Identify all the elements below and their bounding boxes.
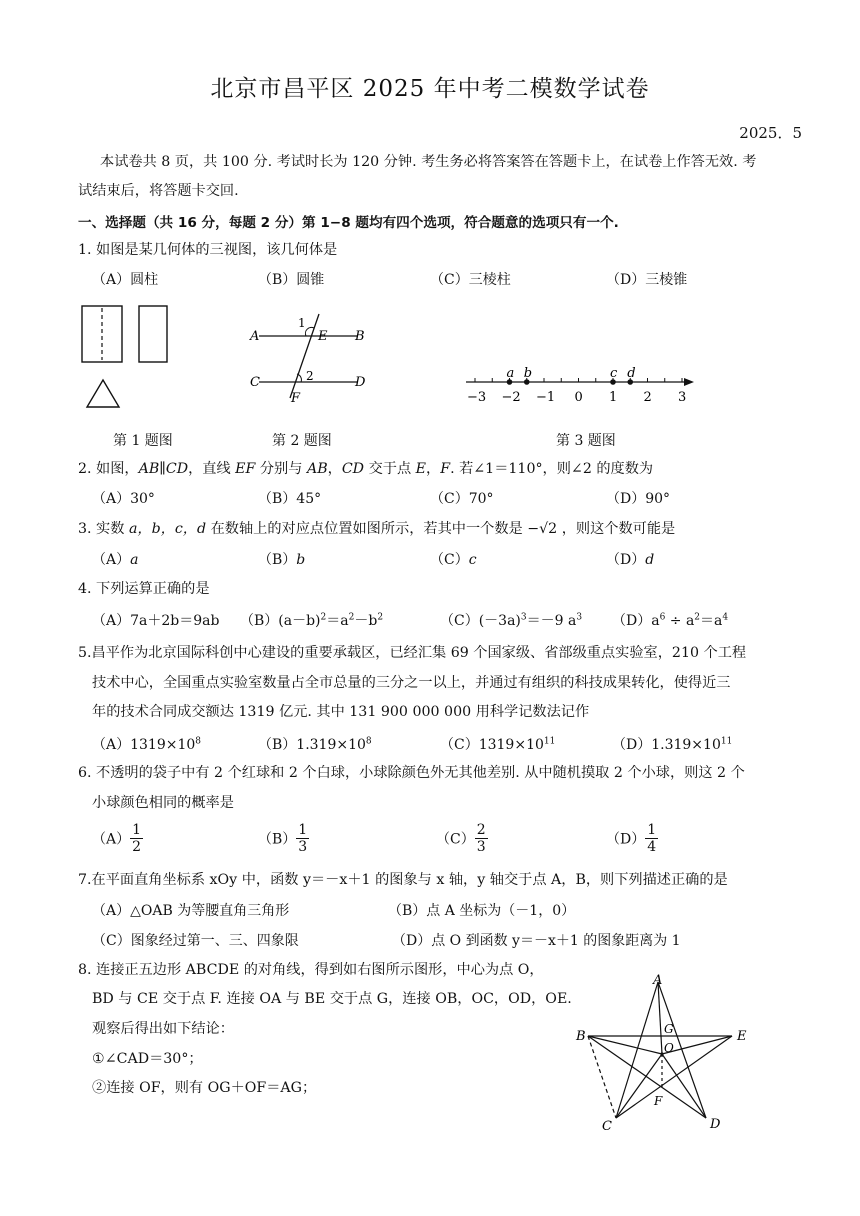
caption-figure-2: 第 2 题图 (272, 433, 332, 449)
number-line-tick-label: 0 (574, 390, 583, 405)
number-line-tick-label: −2 (501, 390, 521, 405)
q5-option-c: $(C)1319\times 10^{11}$ (440, 736, 556, 753)
number-line-tick-label: 1 (609, 390, 618, 405)
q1-option-b: （B）圆锥 (258, 272, 325, 288)
neg-sqrt-2: −√2 (527, 521, 558, 537)
segment-ob (588, 1036, 662, 1054)
side-bc-dashed (588, 1036, 616, 1118)
caption-figure-3: 第 3 题图 (556, 433, 616, 449)
q1-stem: 1. 如图是某几何体的三视图，该几何体是 (78, 242, 338, 258)
q5-line-2: 技术中心，全国重点实验室数量占全市总量的三分之一以上，并通过有组织的科技成果转化，使得近三 (92, 675, 731, 691)
section-heading: 一、选择题（共 16 分，每题 2 分）第 1−8 题均有四个选项，符合题意的选项只有一个. (78, 215, 619, 231)
q3-option-b: （B）b (258, 552, 306, 568)
label-e: E (318, 329, 328, 344)
q1-option-c: （C）三棱柱 (430, 272, 511, 288)
number-line-tick-label: −1 (536, 390, 556, 405)
exam-date: 2025．5 (739, 124, 802, 142)
intro-line-1: 本试卷共 8 页，共 100 分. 考试时长为 120 分钟. 考生务必将答案答在答题卡上，在试卷上作答无效. 考 (100, 154, 757, 170)
q8-line-3: 观察后得出如下结论： (92, 1021, 234, 1037)
number-line-tick-label: 2 (643, 390, 652, 405)
label-g: G (664, 1022, 674, 1036)
label-d: D (710, 1117, 721, 1132)
number-line-tick-label: 3 (678, 390, 687, 405)
q8-conclusion-1: ①∠CAD＝30°； (92, 1051, 203, 1067)
q6-option-b: （B） $\frac{1}{3}$ (258, 822, 308, 855)
page-title: 北京市昌平区 2025 年中考二模数学试卷 (210, 76, 650, 102)
label-c: C (602, 1119, 612, 1134)
label-b: B (576, 1029, 586, 1044)
label-b: B (355, 329, 365, 344)
q4-option-d: $(D)a^6 \div a^2=a^4$ (612, 612, 729, 629)
label-c: C (250, 375, 260, 390)
q5-line-3: 年的技术合同成交额达 1319 亿元. 其中 131 900 000 000 用科学记数法记作 (92, 704, 590, 720)
label-o: O (664, 1041, 674, 1055)
point-label-c: c (610, 366, 618, 381)
q5-option-a: $(A)1319\times 10^8$ (92, 736, 202, 753)
point-label-a: a (506, 366, 515, 381)
label-a: A (653, 973, 663, 988)
point-label-d: d (627, 366, 636, 381)
q7-option-c: （C）图象经过第一、三、四象限 (92, 933, 299, 949)
q2-stem: 2. 如图，AB∥CD，直线 EF 分别与 AB，CD 交于点 E，F. 若∠1＝110°，则∠2 的度数为 (78, 461, 654, 477)
label-angle-1: 1 (298, 316, 306, 330)
q7-option-d: （D）点 O 到函数 y＝－x＋1 的图象距离为 1 (392, 933, 681, 949)
label-d: D (355, 375, 366, 390)
q4-option-b: $(B)(a-b)^2=a^2-b^2$ (240, 612, 384, 629)
q6-option-d: （D） $\frac{1}{4}$ (606, 822, 657, 855)
segment-od (662, 1054, 706, 1118)
caption-figure-1: 第 1 题图 (113, 433, 173, 449)
label-a: A (250, 329, 260, 344)
number-line-tick-label: −3 (467, 390, 487, 405)
q7-option-a: （A）△OAB 为等腰直角三角形 (92, 903, 290, 919)
q8-line-2: BD 与 CE 交于点 F. 连接 OA 与 BE 交于点 G，连接 OB，OC，OD，OE. (92, 991, 572, 1007)
label-angle-2: 2 (306, 369, 314, 383)
arrow-icon (684, 378, 694, 386)
q5-line-1: 5.昌平作为北京国际科创中心建设的重要承载区，已经汇集 69 个国家级、省部级重点实验室，210 个工程 (78, 645, 747, 661)
q8-conclusion-2: ②连接 OF，则有 OG＋OF＝AG； (92, 1080, 317, 1096)
diagonal-bd (588, 1036, 706, 1118)
q2-option-d: （D）90° (606, 491, 671, 507)
diagonal-ce (616, 1036, 732, 1118)
q6-line-1: 6. 不透明的袋子中有 2 个红球和 2 个白球，小球除颜色外无其他差别. 从中随机摸取 2 个小球，则这 2 个 (78, 765, 745, 781)
intro-line-2: 试结束后，将答题卡交回. (78, 183, 239, 199)
q2-option-c: （C）70° (430, 491, 494, 507)
figure-2-parallel-lines (245, 310, 380, 405)
label-f: F (654, 1094, 663, 1108)
figure-q8-pentagram (570, 968, 760, 1138)
q7-stem: 7.在平面直角坐标系 xOy 中，函数 y＝－x＋1 的图象与 x 轴，y 轴交于点 A，B，则下列描述正确的是 (78, 872, 728, 888)
top-view-triangle (87, 380, 119, 407)
label-f: F (291, 391, 301, 405)
side-view (139, 306, 167, 362)
q5-option-b: $(B)1.319\times 10^8$ (258, 736, 372, 753)
point-label-b: b (523, 366, 533, 381)
figure-3-number-line (458, 362, 703, 407)
q4-option-a: （A）7a＋2b＝9ab (92, 613, 220, 629)
q4-stem: 4. 下列运算正确的是 (78, 581, 210, 597)
diagonal-ac (616, 982, 658, 1118)
q3-stem: 3. 实数 a，b，c，d 在数轴上的对应点位置如图所示，若其中一个数是 −√2 ，则这个数可能是 (78, 521, 676, 537)
figure-1-three-views (80, 300, 180, 415)
q3-option-c: （C）c (430, 552, 477, 568)
q2-option-b: （B）45° (258, 491, 322, 507)
q7-option-b: （B）点 A 坐标为（－1，0） (388, 903, 576, 919)
q6-option-c: （C） $\frac{2}{3}$ (436, 822, 486, 855)
q2-option-a: （A）30° (92, 491, 155, 507)
q8-line-1: 8. 连接正五边形 ABCDE 的对角线，得到如右图所示图形，中心为点 O， (78, 962, 544, 978)
q6-option-a: （A） $\frac{1}{2}$ (92, 822, 142, 855)
segment-oc (616, 1054, 662, 1118)
q4-option-c: $(C)(-3a)^3=-9$ $a^3$ (440, 612, 583, 629)
q3-option-d: （D）d (606, 552, 655, 568)
label-e: E (737, 1029, 747, 1044)
q1-option-a: （A）圆柱 (92, 272, 159, 288)
q1-option-d: （D）三棱锥 (606, 272, 688, 288)
q3-option-a: （A）a (92, 552, 139, 568)
q5-option-d: $(D)1.319\times 10^{11}$ (612, 736, 733, 753)
q6-line-2: 小球颜色相同的概率是 (92, 795, 234, 811)
